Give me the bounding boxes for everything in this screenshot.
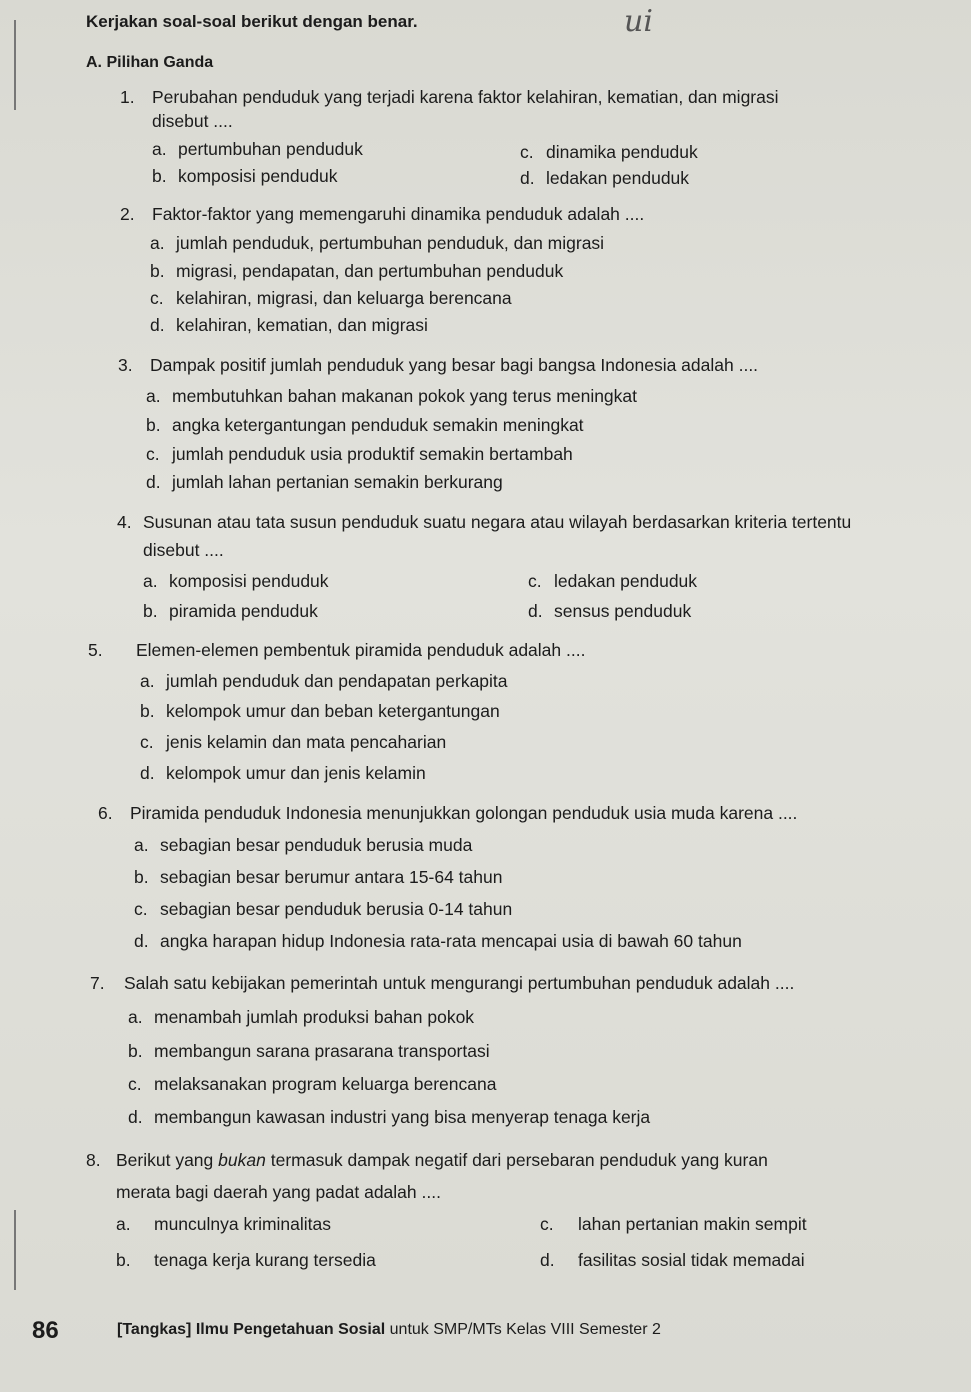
question-8-option-d: d. fasilitas sosial tidak memadai (540, 1250, 805, 1270)
question-2-option-d: d. kelahiran, kematian, dan migrasi (150, 315, 428, 335)
question-6-option-b: b. sebagian besar berumur antara 15-64 tahun (134, 867, 503, 887)
question-1-option-b: b. komposisi penduduk (152, 166, 338, 186)
question-1-stem-cont: disebut .... (152, 111, 233, 131)
binding-shadow-top (14, 20, 16, 110)
question-1-option-d: d. ledakan penduduk (520, 168, 690, 188)
question-3-stem: 3. Dampak positif jumlah penduduk yang besar bagi bangsa Indonesia adalah .... (118, 355, 759, 375)
question-3-option-a: a. membutuhkan bahan makanan pokok yang terus meningkat (146, 386, 638, 406)
question-7-option-a: a. menambah jumlah produksi bahan pokok (128, 1007, 475, 1027)
question-1-stem: 1. Perubahan penduduk yang terjadi karena faktor kelahiran, kematian, dan migrasi (120, 87, 779, 107)
question-4-option-b: b. piramida penduduk (143, 601, 318, 621)
question-5-option-c: c. jenis kelamin dan mata pencaharian (140, 732, 447, 752)
question-3-option-d: d. jumlah lahan pertanian semakin berkurang (146, 472, 503, 492)
question-7-stem: 7. Salah satu kebijakan pemerintah untuk mengurangi pertumbuhan penduduk adalah .... (90, 973, 795, 993)
question-4-option-d: d. sensus penduduk (528, 601, 692, 621)
question-7-option-b: b. membangun sarana prasarana transportasi (128, 1041, 490, 1061)
question-2-option-c: c. kelahiran, migrasi, dan keluarga berencana (150, 288, 512, 308)
question-4-stem-cont: disebut .... (143, 540, 224, 560)
question-4-option-c: c. ledakan penduduk (528, 571, 698, 591)
question-8-option-a: a. munculnya kriminalitas (116, 1214, 332, 1234)
question-5-option-b: b. kelompok umur dan beban ketergantungan (140, 701, 500, 721)
section-title: A. Pilihan Ganda (86, 54, 214, 71)
page-number: 86 (32, 1317, 59, 1344)
question-5-option-a: a. jumlah penduduk dan pendapatan perkapita (140, 671, 508, 691)
question-8-stem-cont: merata bagi daerah yang padat adalah .... (116, 1182, 441, 1202)
question-1-option-c: c. dinamika penduduk (520, 142, 698, 162)
handwritten-mark: ui (624, 4, 653, 39)
question-8-stem: 8. Berikut yang bukan termasuk dampak negatif dari persebaran penduduk yang kuran (86, 1150, 768, 1170)
question-5-option-d: d. kelompok umur dan jenis kelamin (140, 763, 426, 783)
question-4-option-a: a. komposisi penduduk (143, 571, 329, 591)
question-4-stem: 4. Susunan atau tata susun penduduk suatu negara atau wilayah berdasarkan kriteria tertentu (117, 512, 852, 532)
instruction: Kerjakan soal-soal berikut dengan benar. (86, 12, 418, 31)
question-3-option-c: c. jumlah penduduk usia produktif semakin bertambah (146, 444, 573, 464)
book-title: [Tangkas] Ilmu Pengetahuan Sosial untuk SMP/MTs Kelas VIII Semester 2 (117, 1321, 661, 1338)
question-1-option-a: a. pertumbuhan penduduk (152, 139, 363, 159)
question-2-stem: 2. Faktor-faktor yang memengaruhi dinamika penduduk adalah .... (120, 204, 645, 224)
question-3-option-b: b. angka ketergantungan penduduk semakin meningkat (146, 415, 584, 435)
question-6-option-c: c. sebagian besar penduduk berusia 0-14 tahun (134, 899, 513, 919)
question-6-stem: 6. Piramida penduduk Indonesia menunjukkan golongan penduduk usia muda karena .... (98, 803, 798, 823)
binding-shadow-bottom (14, 1210, 16, 1290)
question-7-option-d: d. membangun kawasan industri yang bisa menyerap tenaga kerja (128, 1107, 651, 1127)
question-2-option-a: a. jumlah penduduk, pertumbuhan penduduk, dan migrasi (150, 233, 605, 253)
question-6-option-a: a. sebagian besar penduduk berusia muda (134, 835, 473, 855)
question-6-option-d: d. angka harapan hidup Indonesia rata-rata mencapai usia di bawah 60 tahun (134, 931, 742, 951)
question-8-option-b: b. tenaga kerja kurang tersedia (116, 1250, 376, 1270)
question-8-option-c: c. lahan pertanian makin sempit (540, 1214, 807, 1234)
question-7-option-c: c. melaksanakan program keluarga berencana (128, 1074, 497, 1094)
question-2-option-b: b. migrasi, pendapatan, dan pertumbuhan penduduk (150, 261, 564, 281)
question-5-stem: 5. Elemen-elemen pembentuk piramida penduduk adalah .... (88, 640, 586, 660)
